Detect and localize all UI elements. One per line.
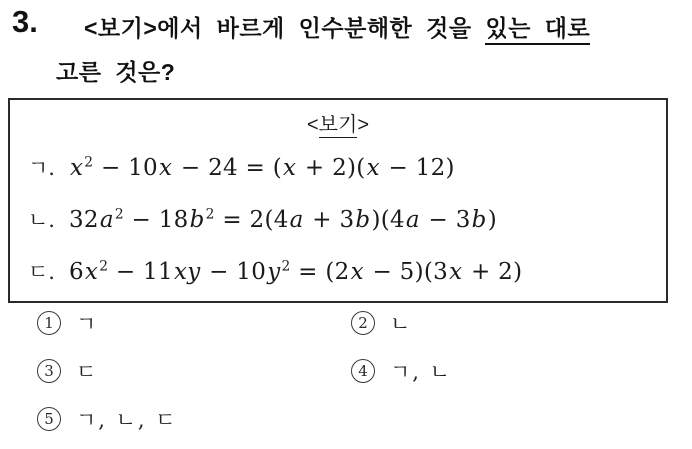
bogi-title-open-bracket: < (306, 114, 319, 136)
choice-2-label: ㄴ (390, 312, 413, 336)
choice-4-circled-number: 4 (351, 359, 375, 383)
bogi-title-close-bracket: > (357, 114, 369, 136)
choice-2-circled-number: 2 (351, 311, 375, 335)
bogi-title-text: 보기 (318, 114, 358, 136)
choice-5 (37, 404, 178, 434)
choice-3-label: ㄷ (76, 360, 99, 384)
bogi-box (8, 98, 668, 303)
bogi-item-label: ㄱ. (28, 156, 55, 180)
bogi-item-equation: $6x^2 - 11xy - 10y^2 = (2x - 5)(3x + 2)$ (68, 258, 523, 285)
choice-1-label: ㄱ (76, 312, 99, 336)
choice-3 (37, 356, 98, 386)
bogi-item-digeut (28, 256, 522, 286)
choice-4 (351, 356, 452, 386)
question-text-underlined: 있는 대로 (485, 15, 590, 45)
choice-5-circled-number: 5 (37, 407, 61, 431)
question-text-line1 (84, 10, 692, 43)
bogi-item-nieun (28, 204, 497, 234)
choice-1 (37, 308, 98, 338)
choice-1-circled-number: 1 (37, 311, 61, 335)
choice-3-circled-number: 3 (37, 359, 61, 383)
bogi-item-label: ㄷ. (28, 260, 55, 284)
question-number: 3. (12, 4, 38, 39)
question-text-plain: <보기>에서 바르게 인수분해한 것을 (84, 15, 486, 41)
bogi-box-title (10, 108, 666, 137)
choice-4-label: ㄱ, ㄴ (390, 360, 452, 384)
bogi-item-giyeok (28, 152, 455, 182)
choice-5-label: ㄱ, ㄴ, ㄷ (76, 408, 178, 432)
bogi-item-equation: $x^2 - 10x - 24 = (x + 2)(x - 12)$ (69, 154, 455, 181)
bogi-item-label: ㄴ. (28, 208, 55, 232)
choice-2 (351, 308, 412, 338)
bogi-item-equation: $32a^2 - 18b^2 = 2(4a + 3b)(4a - 3b)$ (68, 206, 497, 233)
question-text-line2: 고른 것은? (56, 59, 176, 85)
